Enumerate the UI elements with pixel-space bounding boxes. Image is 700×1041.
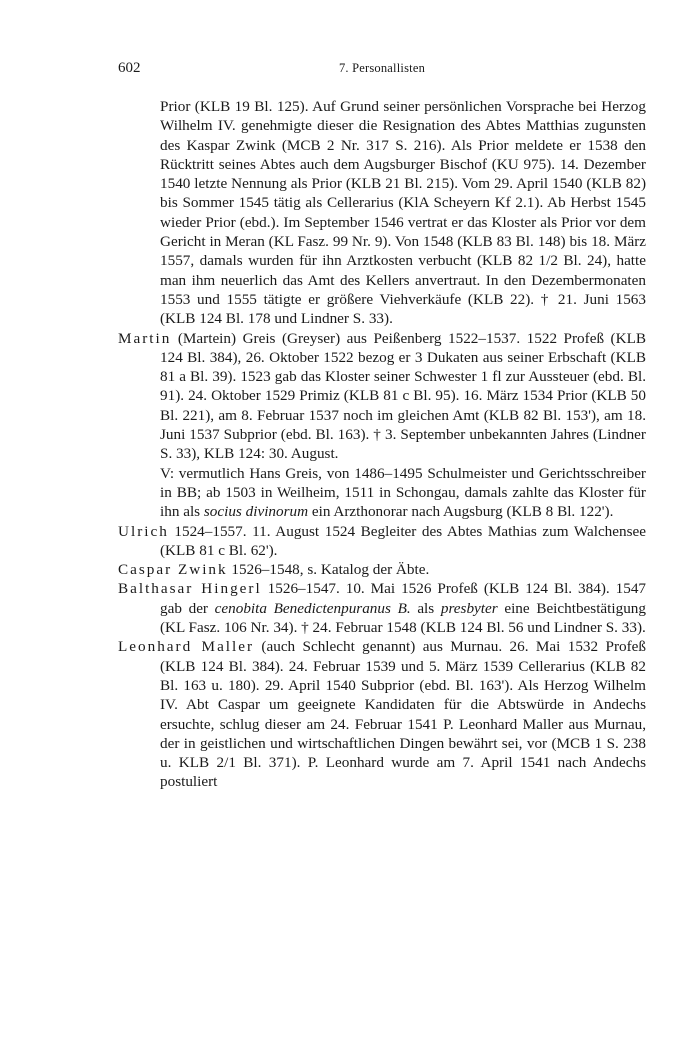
entry-text: 1524–1557. 11. August 1524 Begleiter des Abtes Mathias zum Walchensee (KLB 81 c Bl. 62'). <box>160 522 647 559</box>
entry-text: als <box>410 599 441 617</box>
person-name: Caspar Zwink <box>118 561 228 579</box>
entry-text: 1526–1548, s. Katalog der Äbte. <box>231 561 430 579</box>
person-name: Balthasar Hingerl <box>118 580 262 598</box>
person-name: Martin <box>118 329 172 347</box>
running-title: 7. Personallisten <box>338 61 426 75</box>
entry-leonhard-maller <box>118 637 646 791</box>
entry-text: (auch Schlecht genannt) aus Murnau. 26. Mai 1532 Profeß (KLB 124 Bl. 384). 24. Februar 1539 und 5. März 1539 Cellerarius (KLB 82 Bl. 163 u. 180). 29. April 1540 Subprior (ebd. Bl. 163'). Als Herzog Wilhelm IV. Abt Caspar um geeignete Kandidaten für die Abtswürde in Andechs ersuchte, schlug dieser am 24. Februar 1541 P. Leonhard Maller aus Murnau, der in geistlichen und wirtschaftlichen Dingen bewährt sei, vor (MCB 1 S. 238 u. KLB 2/1 Bl. 371). P. Leonhard wurde am 7. April 1541 nach Andechs postuliert <box>160 638 646 791</box>
entry-balthasar-hingerl <box>118 579 646 637</box>
person-name: Leonhard Maller <box>118 638 255 656</box>
latin-term: presbyter <box>440 599 498 617</box>
entry-text: 1526–1547. 10. Mai 1526 Profeß (KLB 124 Bl. 384). 1547 gab der <box>160 580 647 617</box>
entry-text: Prior (KLB 19 Bl. 125). Auf Grund seiner persönlichen Vorsprache bei Herzog Wilhelm IV. genehmigte dieser die Resignation des Abtes Matthias zugunsten des Kaspar Zwink (MCB 2 Nr. 317 S. 216). Als Prior meldete er 1538 den Rücktritt seines Abtes auch dem Augsburger Bischof (KU 975). 14. Dezember 1540 letzte Nennung als Prior (KLB 21 Bl. 215). Vom 29. April 1540 (KLB 82) bis Sommer 1545 tätig als Cellerarius (KlA Scheyern Kf 2.1). Ab Herbst 1545 wieder Prior (ebd.). Im September 1546 vertrat er das Kloster als Prior vor dem Gericht in Meran (KL Fasz. 99 Nr. 9). Von 1548 (KLB 83 Bl. 148) bis 18. März 1557, damals wurden für ihn Arztkosten verbucht (KLB 82 1/2 Bl. 24), hatte man ihm neuerlich das Amt des Kellers anvertraut. In den Dezembermonaten 1553 und 1555 tätigte er größere Viehverkäufe (KLB 22). † 21. Juni 1563 (KLB 124 Bl. 178 und Lindner S. 33). <box>160 98 646 328</box>
latin-term: socius divinorum <box>203 503 309 521</box>
entry-text: eine Beichtbestätigung (KL Fasz. 106 Nr. 34). † 24. Februar 1548 (KLB 124 Bl. 56 und Lindner S. 33). <box>160 599 646 637</box>
entry-martin-greis <box>118 329 646 464</box>
page-number: 602 <box>118 60 141 76</box>
entry-caspar-zwink <box>118 560 646 579</box>
entry-continuation <box>118 97 646 329</box>
person-name: Ulrich <box>118 522 169 540</box>
main-text <box>118 97 646 792</box>
entry-text: V: vermutlich Hans Greis, von 1486–1495 Schulmeister und Gerichtsschreiber in BB; ab 1503 in Weilheim, 1511 in Schongau, damals zahlte das Kloster für ihn als <box>160 464 646 521</box>
entry-text: ein Arzthonorar nach Augsburg (KLB 8 Bl. 122'). <box>308 503 614 521</box>
page-header <box>118 60 646 82</box>
entry-relative-note <box>118 464 646 522</box>
entry-text: (Martein) Greis (Greyser) aus Peißenberg 1522–1537. 1522 Profeß (KLB 124 Bl. 384), 26. Oktober 1522 bezog er 3 Dukaten aus seiner Erbschaft (KLB 81 a Bl. 39). 1523 gab das Kloster seiner Schwester 1 fl zur Aussteuer (ebd. Bl. 91). 24. Oktober 1529 Primiz (KLB 81 c Bl. 95). 16. März 1534 Prior (KLB 50 Bl. 221), am 8. Februar 1537 noch im gleichen Amt (KLB 82 Bl. 153'), am 18. Juni 1537 Subprior (ebd. Bl. 163). † 3. September unbekannten Jahres (Lindner S. 33), KLB 124: 30. August. <box>160 329 646 463</box>
latin-term: cenobita Benedictenpuranus B. <box>214 599 411 617</box>
entry-ulrich <box>118 522 646 561</box>
